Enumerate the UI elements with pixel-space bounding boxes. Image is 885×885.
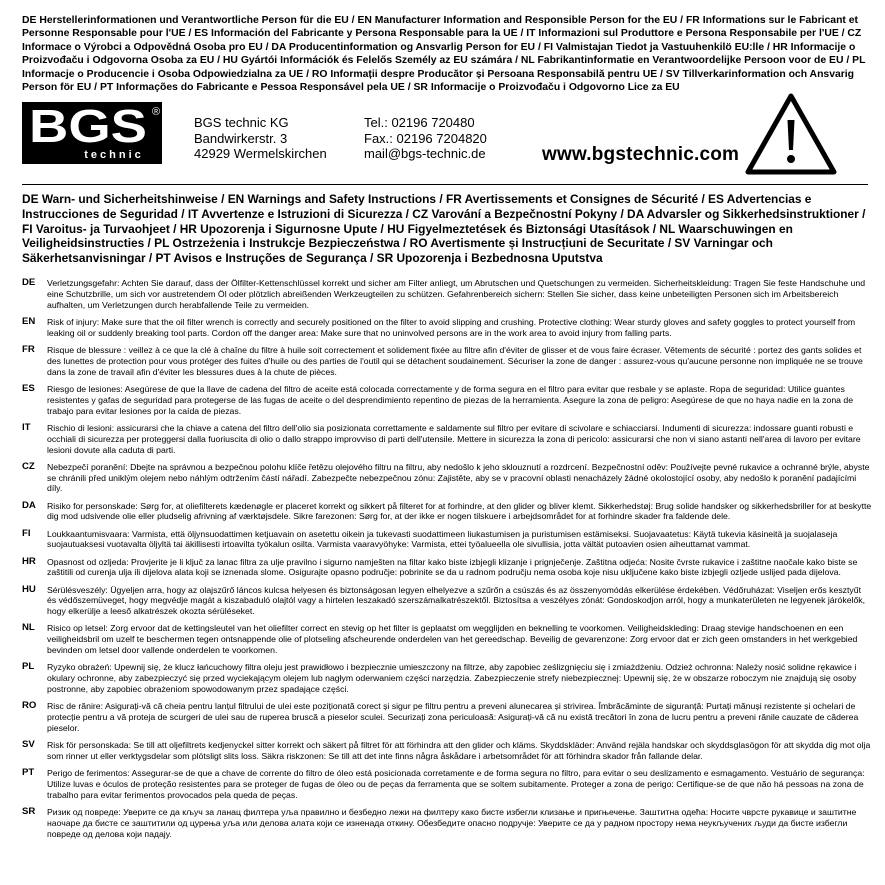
language-code: SR bbox=[22, 806, 36, 818]
warning-text: Ryzyko obrażeń: Upewnij się, że klucz łańcuchowy filtra oleju jest prawidłowo i bezpiecznie umieszczony na filtrze, aby zapobiec ześlizgnięciu się i zmiażdżeniu. Odzież ochronna: Należy nosić solidne rękawice i okulary ochronne, aby zabezpieczyć się przed wyciekającym olejem lub nagłym oderwaniem części narzędzia. Zabezpieczenie strefy niebezpiecznej: Upewnij się, że w obszarze roboczym nie znajdują się osoby postronne, aby zapobiec obrażeniom spowodowanym przez spadające części. bbox=[47, 662, 857, 695]
warnings-list bbox=[22, 278, 872, 846]
warning-entry bbox=[22, 740, 872, 762]
company-tel: Tel.: 02196 720480 bbox=[364, 115, 475, 130]
warning-text: Riesgo de lesiones: Asegúrese de que la llave de cadena del filtro de aceite está colocada correctamente y de forma segura en el filtro para evitar que resbale y se aplaste. Ropa de seguridad: Utilice guantes resistentes y gafas de seguridad para protegerse de las fugas de aceite o del desprendimiento repentino de piezas de la herramienta. Asegure la zona de peligro: Asegúrese de que no haya nadie en la zona de trabajo para evitar lesiones por la caída de piezas. bbox=[47, 383, 854, 416]
warning-text: Risc de rănire: Asigurați-vă că cheia pentru lanțul filtrului de ulei este poziționată corect și sigur pe filtru pentru a preveni alunecarea și strivirea. Îmbrăcăminte de siguranță: Purtați mănuși rezistente și ochelari de protecție pentru a vă proteja de scurgeri de ulei sau de ruperea bruscă a pieselor sculei. Securizați zona periculoasă: Asigurați-vă că nu există trecători în zona de lucru pentru a preveni rănile cauzate de căderea pieselor. bbox=[47, 701, 859, 734]
company-address bbox=[194, 115, 327, 162]
warning-entry bbox=[22, 807, 872, 840]
warning-entry bbox=[22, 557, 872, 579]
language-code: PT bbox=[22, 767, 35, 779]
language-code: EN bbox=[22, 315, 36, 327]
language-code: ES bbox=[22, 382, 35, 394]
language-code: NL bbox=[22, 622, 35, 634]
warning-entry bbox=[22, 384, 872, 417]
language-code: HR bbox=[22, 555, 36, 567]
warning-text: Opasnost od ozljeda: Provjerite je li ključ za lanac filtra za ulje pravilno i sigurno namješten na filtar kako biste izbjegli klizanje i prignječenje. Zaštitna odjeća: Nosite čvrste rukavice i zaštitne naočale kako biste se zaštitili od curenja ulja ili dijelova alata koji se iznenada slome. Osigurajte opasno područje: pobrinite se da u radnom području nema osoba koje nisu uključene kako biste izbjegli ozljede uslijed pada dijelova. bbox=[47, 556, 858, 578]
warning-text: Nebezpečí poranění: Dbejte na správnou a bezpečnou polohu klíče řetězu olejového filtru na filtru, aby nedošlo k jeho sklouznutí a rozdrcení. Bezpečnostní oděv: Používejte pevné rukavice a ochranné brýle, abyste se chránili před uniklým olejem nebo náhlým odtržením částí nářadí. Zabezpečte nebezpečnou zónu: Zajistěte, aby se v pracovní oblasti nenacházely žádné okolostojící osoby, aby nedošlo k poranění padajícími díly. bbox=[47, 461, 870, 494]
warning-text: Perigo de ferimentos: Assegurar-se de que a chave de corrente do filtro de óleo está posicionada corretamente e de forma segura no filtro, para evitar o seu deslizamento e esmagamento. Vestuário de segurança: Utilize luvas e óculos de proteção resistentes para se proteger de fugas de óleo ou de peças da ferramenta que se soltem subitamente. Proteger a zona de perigo: Certifique-se de que não há pessoas na zona de trabalho para evitar ferimentos provocados pela queda de peças. bbox=[47, 768, 865, 800]
bgs-logo-icon bbox=[22, 102, 162, 164]
warning-entry bbox=[22, 662, 872, 695]
warning-text: Risque de blessure : veillez à ce que la clé à chaîne du filtre à huile soit correctement et solidement fixée au filtre afin d'éviter de glisser et de vous faire écraser. Vêtements de sécurité : portez des gants solides et des lunettes de protection pour vous protéger des fuites d'huile ou des parties de l'outil qui se détachent soudainement. Sécuriser la zone de danger : assurez-vous qu'aucune personne non impliquée ne se trouve dans la zone de travail afin d'éviter les blessures dues à la chute de pièces. bbox=[47, 344, 863, 377]
logo-sub-text: technic bbox=[84, 149, 144, 161]
registered-mark: ® bbox=[152, 106, 161, 118]
warnings-heading: DE Warn- und Sicherheitshinweise / EN Warnings and Safety Instructions / FR Avertissements et Consignes de Sécurité / ES Advertencias e Instrucciones de Seguridad / IT Avvertenze e Istruzioni di Sicurezza / CZ Varování a Bezpečnostní Pokyny / DA Advarsler og Sikkerhedsinstruktioner / FI Varoitus- ja Turvaohjeet / HR Upozorenja i Sigurnosne Upute / HU Figyelmeztetések és Biztonsági Utasítások / NL Waarschuwingen en Veiligheidsinstructies / PL Ostrzeżenia i Instrukcje Bezpieczeństwa / RO Avertismente și Instrucțiuni de Securitate / SV Varningar och Säkerhetsanvisningar / PT Avisos e Instruções de Segurança / SR Upozorenja i Bezbednosna Uputstva bbox=[22, 192, 866, 266]
warning-entry bbox=[22, 768, 872, 801]
warning-text: Risk of injury: Make sure that the oil filter wrench is correctly and securely positioned on the filter to avoid slipping and crushing. Protective clothing: Wear sturdy gloves and safety goggles to protect yourself from leaking oil or suddenly breaking tool parts. Cordon off the danger area: Make sure that no uninvolved persons are in the work area to avoid injury from falling parts. bbox=[47, 316, 856, 338]
language-code: RO bbox=[22, 700, 37, 712]
language-code: SV bbox=[22, 739, 35, 751]
language-code: FI bbox=[22, 527, 31, 539]
company-contact bbox=[364, 115, 487, 162]
language-code: HU bbox=[22, 583, 36, 595]
warning-text: Risk för personskada: Se till att oljefiltrets kedjenyckel sitter korrekt och säkert på filtret för att förhindra att den glider och kläms. Skyddskläder: Använd rejäla handskar och skyddsglasögon för att skydda dig mot olja som rinner ut eller verktygsdelar som plötsligt slits loss. Säkra riskzonen: Se till att det inte finns några åskådare i arbetsområdet för att förhindra skador från fallande delar. bbox=[47, 740, 871, 762]
company-mail[interactable]: mail@bgs-technic.de bbox=[364, 146, 486, 162]
language-code: IT bbox=[22, 421, 31, 433]
company-name: BGS technic KG bbox=[194, 115, 289, 130]
warning-entry bbox=[22, 529, 872, 551]
warning-text: Risiko for personskade: Sørg for, at oliefilterets kædenøgle er placeret korrekt og sikkert på filteret for at forhindre, at den glider og bliver klemt. Sikkerhedstøj: Brug solide handsker og sikkerhedsbriller for at beskytte dig mod udsivende olie eller pludselig afrivning af værktøjsdele. Sikre farezonen: Sørg for, at der ikke er nogen tilskuere i arbejdsområdet for at forhindre skader fra faldende dele. bbox=[47, 500, 872, 522]
warning-text: Ризик од повреде: Уверите се да кључ за ланац филтера уља правилно и безбедно лежи на филтеру како бисте избегли клизање и пригњечење. Заштитна одећа: Носите чврсте рукавице и заштитне наочаре да бисте се заштитили од цурења уља или делова алата који се изненада откину. Обезбедите опасно подручје: Уверите се да у радном простору нема неукључених људи да бисте избегли повреде од делова који падају. bbox=[47, 807, 857, 839]
warning-text: Verletzungsgefahr: Achten Sie darauf, dass der Ölfilter-Kettenschlüssel korrekt und sicher am Filter anliegt, um Abrutschen und Quetschungen zu vermeiden. Sicherheitskleidung: Tragen Sie feste Handschuhe und eine Schutzbrille, um sich vor austretendem Öl oder plötzlich abreißenden Werkzeugteilen zu schützen. Gefahrenbereich sichern: Stellen Sie sicher, dass keine unbeteiligten Personen sich im Arbeitsbereich aufhalten, um Verletzungen durch herabfallende Teile zu vermeiden. bbox=[47, 278, 866, 310]
warning-text: Risico op letsel: Zorg ervoor dat de kettingsleutel van het oliefilter correct en stevig op het filter is geplaatst om wegglijden en beknelling te voorkomen. Veiligheidskleding: Draag stevige handschoenen en een veiligheidsbril om uzelf te beschermen tegen ontsnappende olie of plotseling afscheurende onderdelen van het gereedschap. Beveilig de gevarenzone: Zorg ervoor dat er zich geen omstanders in het werkgebied bevinden om letsel door vallende onderdelen te voorkomen. bbox=[47, 623, 858, 656]
warning-entry bbox=[22, 701, 872, 734]
warning-entry bbox=[22, 585, 872, 618]
warning-entry bbox=[22, 345, 872, 378]
logo-main-text: BGS bbox=[29, 102, 147, 152]
language-code: FR bbox=[22, 343, 35, 355]
company-street: Bandwirkerstr. 3 bbox=[194, 130, 288, 146]
warning-entry bbox=[22, 423, 872, 456]
warning-entry bbox=[22, 623, 872, 656]
language-code: DE bbox=[22, 277, 36, 288]
company-info bbox=[22, 98, 870, 170]
warning-entry bbox=[22, 317, 872, 339]
company-fax: Fax.: 02196 7204820 bbox=[364, 130, 487, 146]
manufacturer-info-heading: DE Herstellerinformationen und Verantwortliche Person für die EU / EN Manufacturer Information and Responsible Person for the EU / FR Informations sur le Fabricant et Personne Responsable pour l'UE / ES Información del Fabricante y Persona Responsable para la UE / IT Informazioni sul Produttore e Persona Responsabile per l'UE / CZ Informace o Výrobci a Odpovědná Osoba pro EU / DA Producentinformation og Ansvarlig Person for EU / FI Valmistajan Tiedot ja Vastuuhenkilö EU:lle / HR Informacije o Proizvođaču i Odgovorna Osoba za EU / HU Gyártói Információk és Felelős Személy az EU számára / NL Fabrikantinformatie en Verantwoordelijke Persoon voor de EU / PL Informacje o Producencie i Osoba Odpowiedzialna za UE / RO Informații despre Producător și Persoana Responsabilă pentru UE / SV Tillverkarinformation och Ansvarig Person för EU / PT Informações do Fabricante e Pessoa Responsável pela UE / SR Informacije o Proizvođaču i Odgovorno Lice za EU bbox=[22, 15, 866, 94]
section-divider bbox=[22, 184, 868, 185]
language-code: CZ bbox=[22, 460, 35, 472]
language-code: PL bbox=[22, 661, 35, 673]
company-city: 42929 Wermelskirchen bbox=[194, 146, 327, 162]
warning-text: Sérülésveszély: Ügyeljen arra, hogy az olajszűrő láncos kulcsa helyesen és biztonságosan legyen elhelyezve a szűrőn a csúszás és az összenyomódás elkerülése érdekében. Védőruházat: Viseljen erős kesztyűt és védőszemüveget, hogy megvédje magát a kiszabaduló olajtól vagy a hirtelen leszakadó szerszámalkatrészektől. Biztosítsa a veszélyes zónát: Gondoskodjon arról, hogy a munkaterületen ne legyenek járókelők, hogy elkerülje a leeső alkatrészek okozta sérüléseket. bbox=[47, 584, 866, 617]
warning-text: Loukkaantumisvaara: Varmista, että öljynsuodattimen ketjuavain on asetettu oikein ja tukevasti suodattimeen liukastumisen ja puristumisen estämiseksi. Suojavaatetus: Käytä tukevia käsineitä ja suojalaseja suojautuaksesi vuotavalta öljyltä tai äkillisesti irtoavilta työkalun osilta. Varmista vaaravyöhyke: Varmista, ettei työalueella ole sivullisia, jotta vältät putoavien osien aiheuttamat vammat. bbox=[47, 528, 838, 550]
warning-entry bbox=[22, 278, 872, 311]
company-website[interactable]: www.bgstechnic.com bbox=[542, 144, 740, 165]
language-code: DA bbox=[22, 499, 36, 511]
warning-text: Rischio di lesioni: assicurarsi che la chiave a catena del filtro dell'olio sia posizionata correttamente e saldamente sul filtro per evitare di scivolare e schiacciarsi. Indumenti di sicurezza: indossare guanti robusti e occhiali di sicurezza per proteggersi dalla fuoriuscita di olio o dallo strappo improvviso di parti dell'utensile. Mettere in sicurezza la zona di pericolo: assicurarsi che non vi siano astanti nell'area di lavoro per evitare lesioni dovute alla caduta di parti. bbox=[47, 422, 861, 455]
warning-entry bbox=[22, 462, 872, 495]
warning-entry bbox=[22, 501, 872, 523]
warning-triangle-icon bbox=[744, 92, 838, 176]
